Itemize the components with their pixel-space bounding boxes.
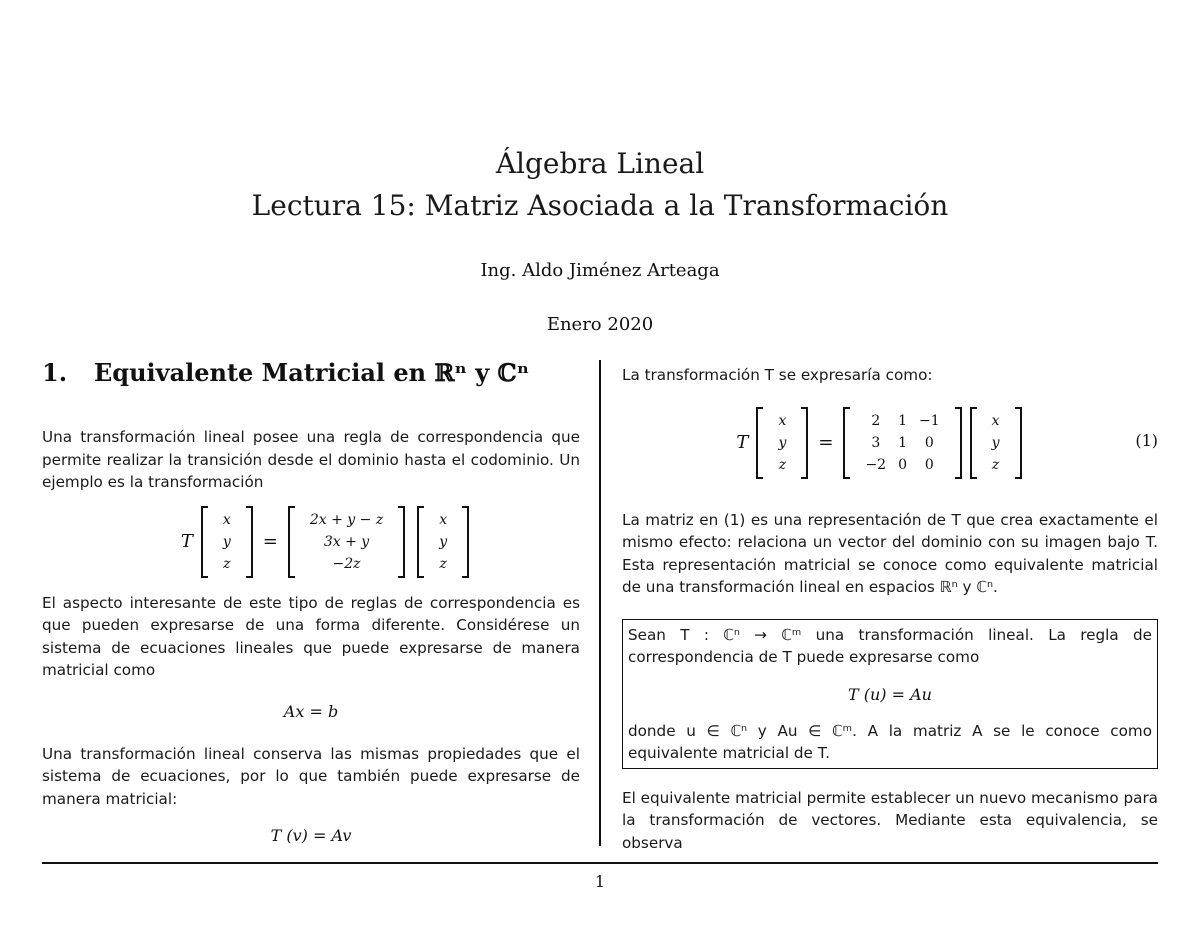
definition-equation: T (u) = Au xyxy=(848,684,932,704)
right-equation-1 xyxy=(622,407,1128,479)
section-heading xyxy=(42,356,580,390)
column-divider xyxy=(599,360,601,846)
vec-entry: x xyxy=(439,511,448,528)
vec-entry: y xyxy=(991,434,1000,451)
left-paragraph-1: Una transformación lineal posee una regla de correspondencia que permite realizar la transición desde el dominio hasta el codominio. Un ejemplo es la transformación xyxy=(42,428,580,491)
section-title: Equivalente Matricial en ℝⁿ y ℂⁿ xyxy=(94,358,530,387)
page-number: 1 xyxy=(594,872,606,891)
matrix-entry: −1 xyxy=(919,412,940,429)
left-equation-1 xyxy=(62,506,580,578)
author: Ing. Aldo Jiménez Arteaga xyxy=(480,260,720,281)
equals-sign: = xyxy=(818,432,834,453)
vec-entry: x xyxy=(778,412,787,429)
eq1-rule-vector xyxy=(288,506,405,578)
definition-box xyxy=(622,619,1158,769)
left-paragraph-2: El aspecto interesante de este tipo de reglas de correspondencia es que pueden expresarse de una forma diferente. Considérese un sistema de ecuaciones lineales que puede expresarse de manera matricial como xyxy=(42,593,580,679)
vec-entry: y xyxy=(439,533,448,550)
right-column xyxy=(622,356,1158,854)
left-equation-3: T (v) = Av xyxy=(270,826,352,845)
eq1-input-vector xyxy=(201,506,253,578)
vec-entry: z xyxy=(778,456,787,473)
equals-sign: = xyxy=(262,531,278,552)
eq1-output-vector xyxy=(417,506,469,578)
date: Enero 2020 xyxy=(546,314,654,335)
vec-entry: y xyxy=(222,533,231,550)
vec-entry: z xyxy=(223,555,231,572)
right-paragraph-3: El equivalente matricial permite establecer un nuevo mecanismo para la transformación de vectores. Mediante esta equivalencia, se observa xyxy=(622,788,1158,852)
input-vector xyxy=(756,407,808,479)
vec-entry: z xyxy=(991,456,1000,473)
right-paragraph-2: La matriz en (1) es una representación de T que crea exactamente el mismo efecto: relaciona un vector del dominio con su imagen bajo T. Esta representación matricial se conoce como equivalente matricial de una transformación lineal en espacios ℝⁿ y ℂⁿ. xyxy=(622,510,1158,596)
vec-entry: y xyxy=(778,434,787,451)
left-paragraph-3: Una transformación lineal conserva las mismas propiedades que el sistema de ecuaciones, por lo que también puede expresarse de manera matricial: xyxy=(42,744,580,808)
matrix-entry: 1 xyxy=(898,434,908,451)
associated-matrix xyxy=(843,407,961,479)
rule-entry: 2x + y − z xyxy=(309,511,384,528)
right-paragraph-1: La transformación T se expresaría como: xyxy=(622,366,933,384)
equation-number: (1) xyxy=(1135,430,1158,450)
rule-entry: 3x + y xyxy=(323,533,370,550)
matrix-entry: 0 xyxy=(924,434,934,451)
vec-entry: x xyxy=(222,511,231,528)
vec-entry: z xyxy=(439,555,447,572)
eq-operator: T xyxy=(736,432,749,453)
document-subtitle: Lectura 15: Matriz Asociada a la Transformación xyxy=(251,189,949,222)
right-equation-1-row xyxy=(622,407,1158,479)
matrix-entry: 0 xyxy=(924,456,934,473)
eq1-operator: T xyxy=(180,531,193,552)
matrix-entry: 0 xyxy=(898,456,908,473)
definition-line-2: donde u ∈ ℂⁿ y Au ∈ ℂᵐ. A la matriz A se le conoce como equivalente matricial de T. xyxy=(628,721,1152,762)
footer-rule xyxy=(42,862,1158,864)
matrix-entry: 3 xyxy=(871,434,881,451)
matrix-entry: 1 xyxy=(898,412,908,429)
matrix-entry: −2 xyxy=(865,456,887,473)
matrix-entry: 2 xyxy=(871,412,881,429)
left-column xyxy=(42,356,580,845)
vec-entry: x xyxy=(991,412,1000,429)
definition-line-1: Sean T : ℂⁿ → ℂᵐ una transformación lineal. La regla de correspondencia de T puede expresarse como xyxy=(628,625,1152,666)
left-equation-2: Ax = b xyxy=(283,701,339,721)
rule-entry: −2z xyxy=(332,555,361,572)
document-title: Álgebra Lineal xyxy=(495,147,705,180)
output-vector xyxy=(970,407,1022,479)
section-number: 1. xyxy=(42,358,68,387)
